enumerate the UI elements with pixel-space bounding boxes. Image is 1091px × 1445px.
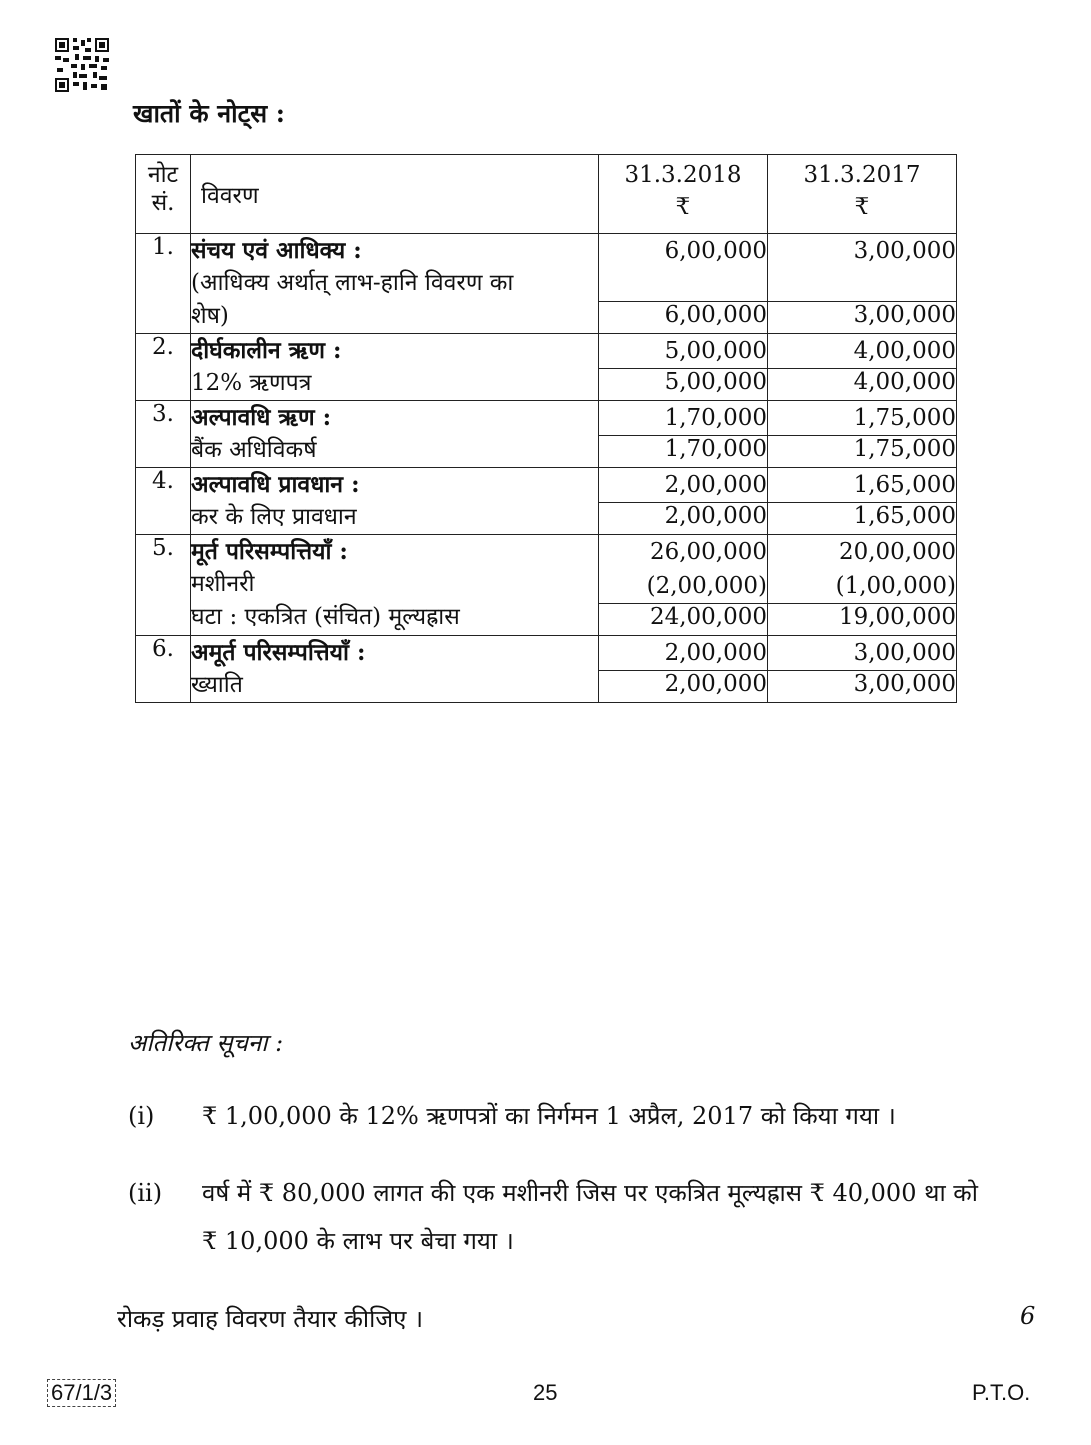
note-number: 1.	[136, 234, 191, 334]
total-2017: 3,00,000	[768, 671, 957, 703]
amount-2017: 20,00,000 (1,00,000)	[768, 535, 957, 604]
marks: 6	[1020, 1302, 1036, 1330]
info-item	[128, 1169, 1008, 1265]
amount-2017: 1,65,000	[768, 468, 957, 503]
info-item-text: वर्ष में ₹ 80,000 लागत की एक मशीनरी जिस पर एकत्रित मूल्यह्रास ₹ 40,000 था को ₹ 10,000 के लाभ पर बेचा गया ।	[202, 1179, 978, 1255]
note-particulars: मूर्त परिसम्पत्तियाँ : मशीनरी घटा : एकत्रित (संचित) मूल्यह्रास	[191, 535, 599, 636]
year2-header: 31.3.2017 ₹	[768, 155, 957, 234]
note-particulars: अल्पावधि प्रावधान : कर के लिए प्रावधान	[191, 468, 599, 535]
note-number: 4.	[136, 468, 191, 535]
pto-label: P.T.O.	[972, 1380, 1031, 1405]
amount-2018: 5,00,000	[599, 334, 768, 369]
total-2017: 4,00,000	[768, 369, 957, 401]
note-particulars: अल्पावधि ऋण : बैंक अधिविकर्ष	[191, 401, 599, 468]
notes-heading: खातों के नोट्स :	[133, 99, 286, 128]
note-row	[136, 334, 957, 369]
note-row	[136, 636, 957, 671]
note-number: 5.	[136, 535, 191, 636]
amount-2018: 6,00,000	[599, 234, 768, 302]
total-2018: 1,70,000	[599, 436, 768, 468]
note-no-header: नोट सं.	[136, 155, 191, 234]
note-row	[136, 401, 957, 436]
info-item	[128, 1092, 1008, 1140]
amount-2017: 3,00,000	[768, 234, 957, 302]
page-number: 25	[533, 1380, 558, 1405]
note-row	[136, 468, 957, 503]
additional-info-label: अतिरिक्त सूचना :	[128, 1029, 284, 1057]
amount-2018: 26,00,000 (2,00,000)	[599, 535, 768, 604]
note-number: 3.	[136, 401, 191, 468]
note-number: 6.	[136, 636, 191, 703]
table-header-row	[136, 155, 957, 234]
qr-code	[55, 38, 109, 92]
total-2017: 3,00,000	[768, 302, 957, 334]
total-2017: 1,75,000	[768, 436, 957, 468]
instruction-text: रोकड़ प्रवाह विवरण तैयार कीजिए ।	[117, 1305, 424, 1333]
total-2018: 2,00,000	[599, 503, 768, 535]
paper-code: 67/1/3	[47, 1379, 116, 1407]
note-particulars: संचय एवं आधिक्य : (आधिक्य अर्थात् लाभ-हानि विवरण का शेष)	[191, 234, 599, 334]
amount-2017: 3,00,000	[768, 636, 957, 671]
year1-header: 31.3.2018 ₹	[599, 155, 768, 234]
amount-2017: 4,00,000	[768, 334, 957, 369]
note-row	[136, 535, 957, 604]
particulars-header: विवरण	[191, 155, 599, 234]
info-item-text: ₹ 1,00,000 के 12% ऋणपत्रों का निर्गमन 1 अप्रैल, 2017 को किया गया ।	[202, 1102, 896, 1130]
info-item-number: (i)	[128, 1102, 155, 1130]
total-2018: 24,00,000	[599, 604, 768, 636]
amount-2018: 2,00,000	[599, 636, 768, 671]
amount-2017: 1,75,000	[768, 401, 957, 436]
total-2017: 19,00,000	[768, 604, 957, 636]
note-particulars: दीर्घकालीन ऋण : 12% ऋणपत्र	[191, 334, 599, 401]
note-number: 2.	[136, 334, 191, 401]
notes-table	[135, 154, 957, 703]
note-particulars: अमूर्त परिसम्पत्तियाँ : ख्याति	[191, 636, 599, 703]
info-item-number: (ii)	[128, 1179, 163, 1207]
amount-2018: 2,00,000	[599, 468, 768, 503]
total-2018: 6,00,000	[599, 302, 768, 334]
total-2018: 5,00,000	[599, 369, 768, 401]
amount-2018: 1,70,000	[599, 401, 768, 436]
total-2018: 2,00,000	[599, 671, 768, 703]
total-2017: 1,65,000	[768, 503, 957, 535]
note-row	[136, 234, 957, 302]
